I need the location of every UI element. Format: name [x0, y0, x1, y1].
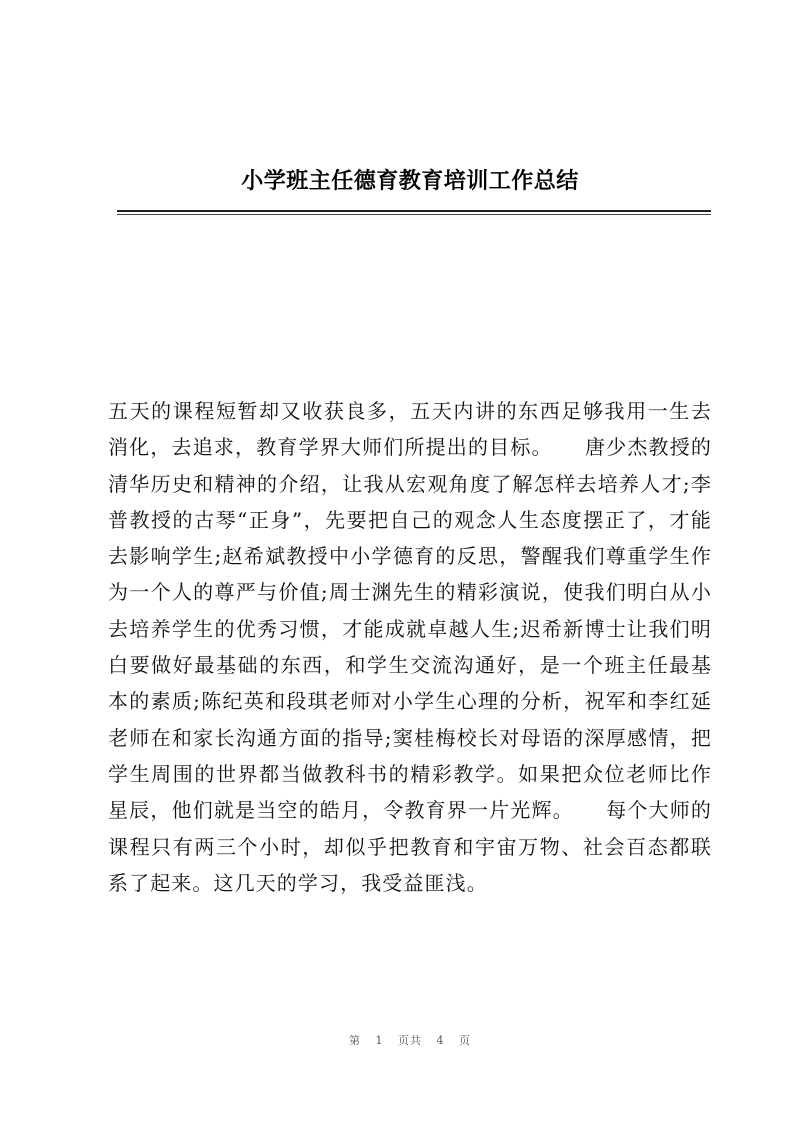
footer-suffix: 页 — [459, 1034, 471, 1047]
footer-prefix: 第 — [349, 1034, 361, 1047]
body-paragraph: 五天的课程短暂却又收获良多，五天内讲的东西足够我用一生去消化，去追求，教育学界大师们所提出的目标。 唐少杰教授的清华历史和精神的介绍，让我从宏观角度了解怎样去培养人才;李普教授的古琴“正身”，先要把自己的观念人生态度摆正了，才能去影响学生;赵希斌教授中小学德育的反思，警醒我们尊重学生作为一个人的尊严与价值;周士渊先生的精彩演说，使我们明白从小去培养学生的优秀习惯，才能成就卓越人生;迟希新博士让我们明白要做好最基础的东西，和学生交流沟通好，是一个班主任最基本的素质;陈纪英和段琪老师对小学生心理的分析，祝军和李红延老师在和家长沟通方面的指导;窦桂梅校长对母语的深厚感情，把学生周围的世界都当做教科书的精彩教学。如果把众位老师比作星辰，他们就是当空的皓月，令教育界一片光辉。 每个大师的课程只有两三个小时，却似乎把教育和宇宙万物、社会百态都联系了起来。这几天的学习，我受益匪浅。 — [108, 399, 712, 895]
footer-middle: 页共 — [398, 1034, 422, 1047]
title-divider — [117, 210, 711, 212]
footer-page-number: 1 — [375, 1034, 384, 1047]
footer-total-pages: 4 — [436, 1034, 445, 1047]
page-footer — [0, 1032, 800, 1048]
title-divider-thin — [117, 214, 711, 215]
page-title: 小学班主任德育教育培训工作总结 — [241, 168, 579, 194]
